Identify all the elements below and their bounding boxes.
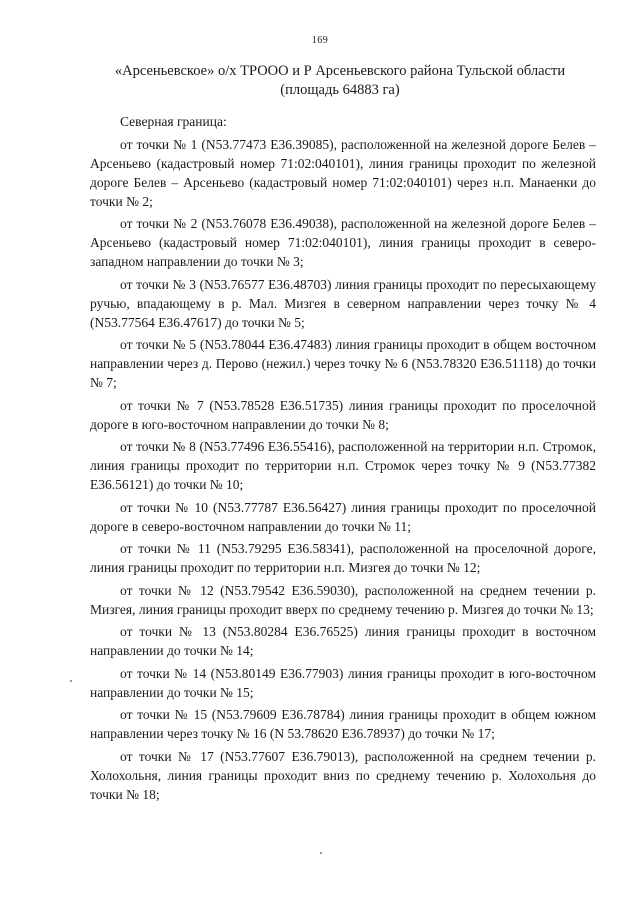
boundary-paragraph: от точки № 2 (N53.76078 E36.49038), расположенной на железной дороге Белев – Арсеньево (кадастровый номер 71:02:040101), линия границы проходит в северо-западном направлении до точки № 3;: [90, 216, 596, 269]
boundary-paragraph: от точки № 7 (N53.78528 E36.51735) линия границы проходит по проселочной дороге в юго-восточном направлении до точки № 8;: [90, 397, 596, 432]
boundary-paragraph: от точки № 11 (N53.79295 E36.58341), расположенной на проселочной дороге, линия границы проходит по территории н.п. Мизгея до точки № 12;: [90, 541, 596, 575]
boundary-paragraph: от точки № 10 (N53.77787 E36.56427) линия границы проходит по проселочной дороге в северо-восточном направлении до точки № 11;: [90, 499, 596, 534]
section-heading: Северная граница:: [120, 114, 227, 129]
boundary-paragraph: от точки № 15 (N53.79609 E36.78784) линия границы проходит в общем южном направлении через точку № 16 (N 53.78620 E36.78937) до точки № 17;: [90, 707, 596, 741]
boundary-paragraph: от точки № 13 (N53.80284 E36.76525) линия границы проходит в восточном направлении до точки № 14;: [90, 624, 596, 658]
boundary-paragraph: от точки № 5 (N53.78044 E36.47483) линия границы проходит в общем восточном направлении через д. Перово (нежил.) через точку № 6 (N53.78320 E36.51118) до точки № 7;: [90, 337, 596, 390]
boundary-description: [90, 112, 596, 807]
title-line-2: (площадь 64883 га): [280, 82, 400, 98]
boundary-paragraph: от точки № 1 (N53.77473 E36.39085), расположенной на железной дороге Белев – Арсеньево (кадастровый номер 71:02:040101), линия границы проходит по железной дороге Белев – Арсеньево (кадастровый номер 71:02:040101) через н.п. Манаенки до точки № 2;: [90, 136, 596, 209]
scan-speck: [320, 852, 322, 854]
boundary-paragraph: от точки № 12 (N53.79542 E36.59030), расположенной на среднем течении р. Мизгея, линия границы проходит вверх по среднему течению р. Мизгея до точки № 13;: [90, 582, 596, 617]
boundary-paragraph: от точки № 8 (N53.77496 E36.55416), расположенной на территории н.п. Стромок, линия границы проходит по территории н.п. Стромок через точку № 9 (N53.77382 E36.56121) до точки № 10;: [90, 439, 596, 492]
scan-speck: [70, 680, 72, 682]
boundary-paragraph: от точки № 17 (N53.77607 E36.79013), расположенной на среднем течении р. Холохольня, линия границы проходит вниз по среднему течению р. Холохольня до точки № 18;: [90, 748, 596, 802]
title-line-1: «Арсеньевское» о/х ТРООО и Р Арсеньевского района Тульской области: [114, 63, 566, 79]
document-title: [80, 62, 600, 100]
boundary-paragraph: от точки № 14 (N53.80149 E36.77903) линия границы проходит в юго-восточном направлении до точки № 15;: [90, 665, 596, 700]
boundary-paragraph: от точки № 3 (N53.76577 E36.48703) линия границы проходит по пересыхающему ручью, впадающему в р. Мал. Мизгея в северном направлении через точку № 4 (N53.77564 E36.47617) до точки № 5;: [90, 276, 596, 330]
page-number: 169: [311, 35, 329, 46]
